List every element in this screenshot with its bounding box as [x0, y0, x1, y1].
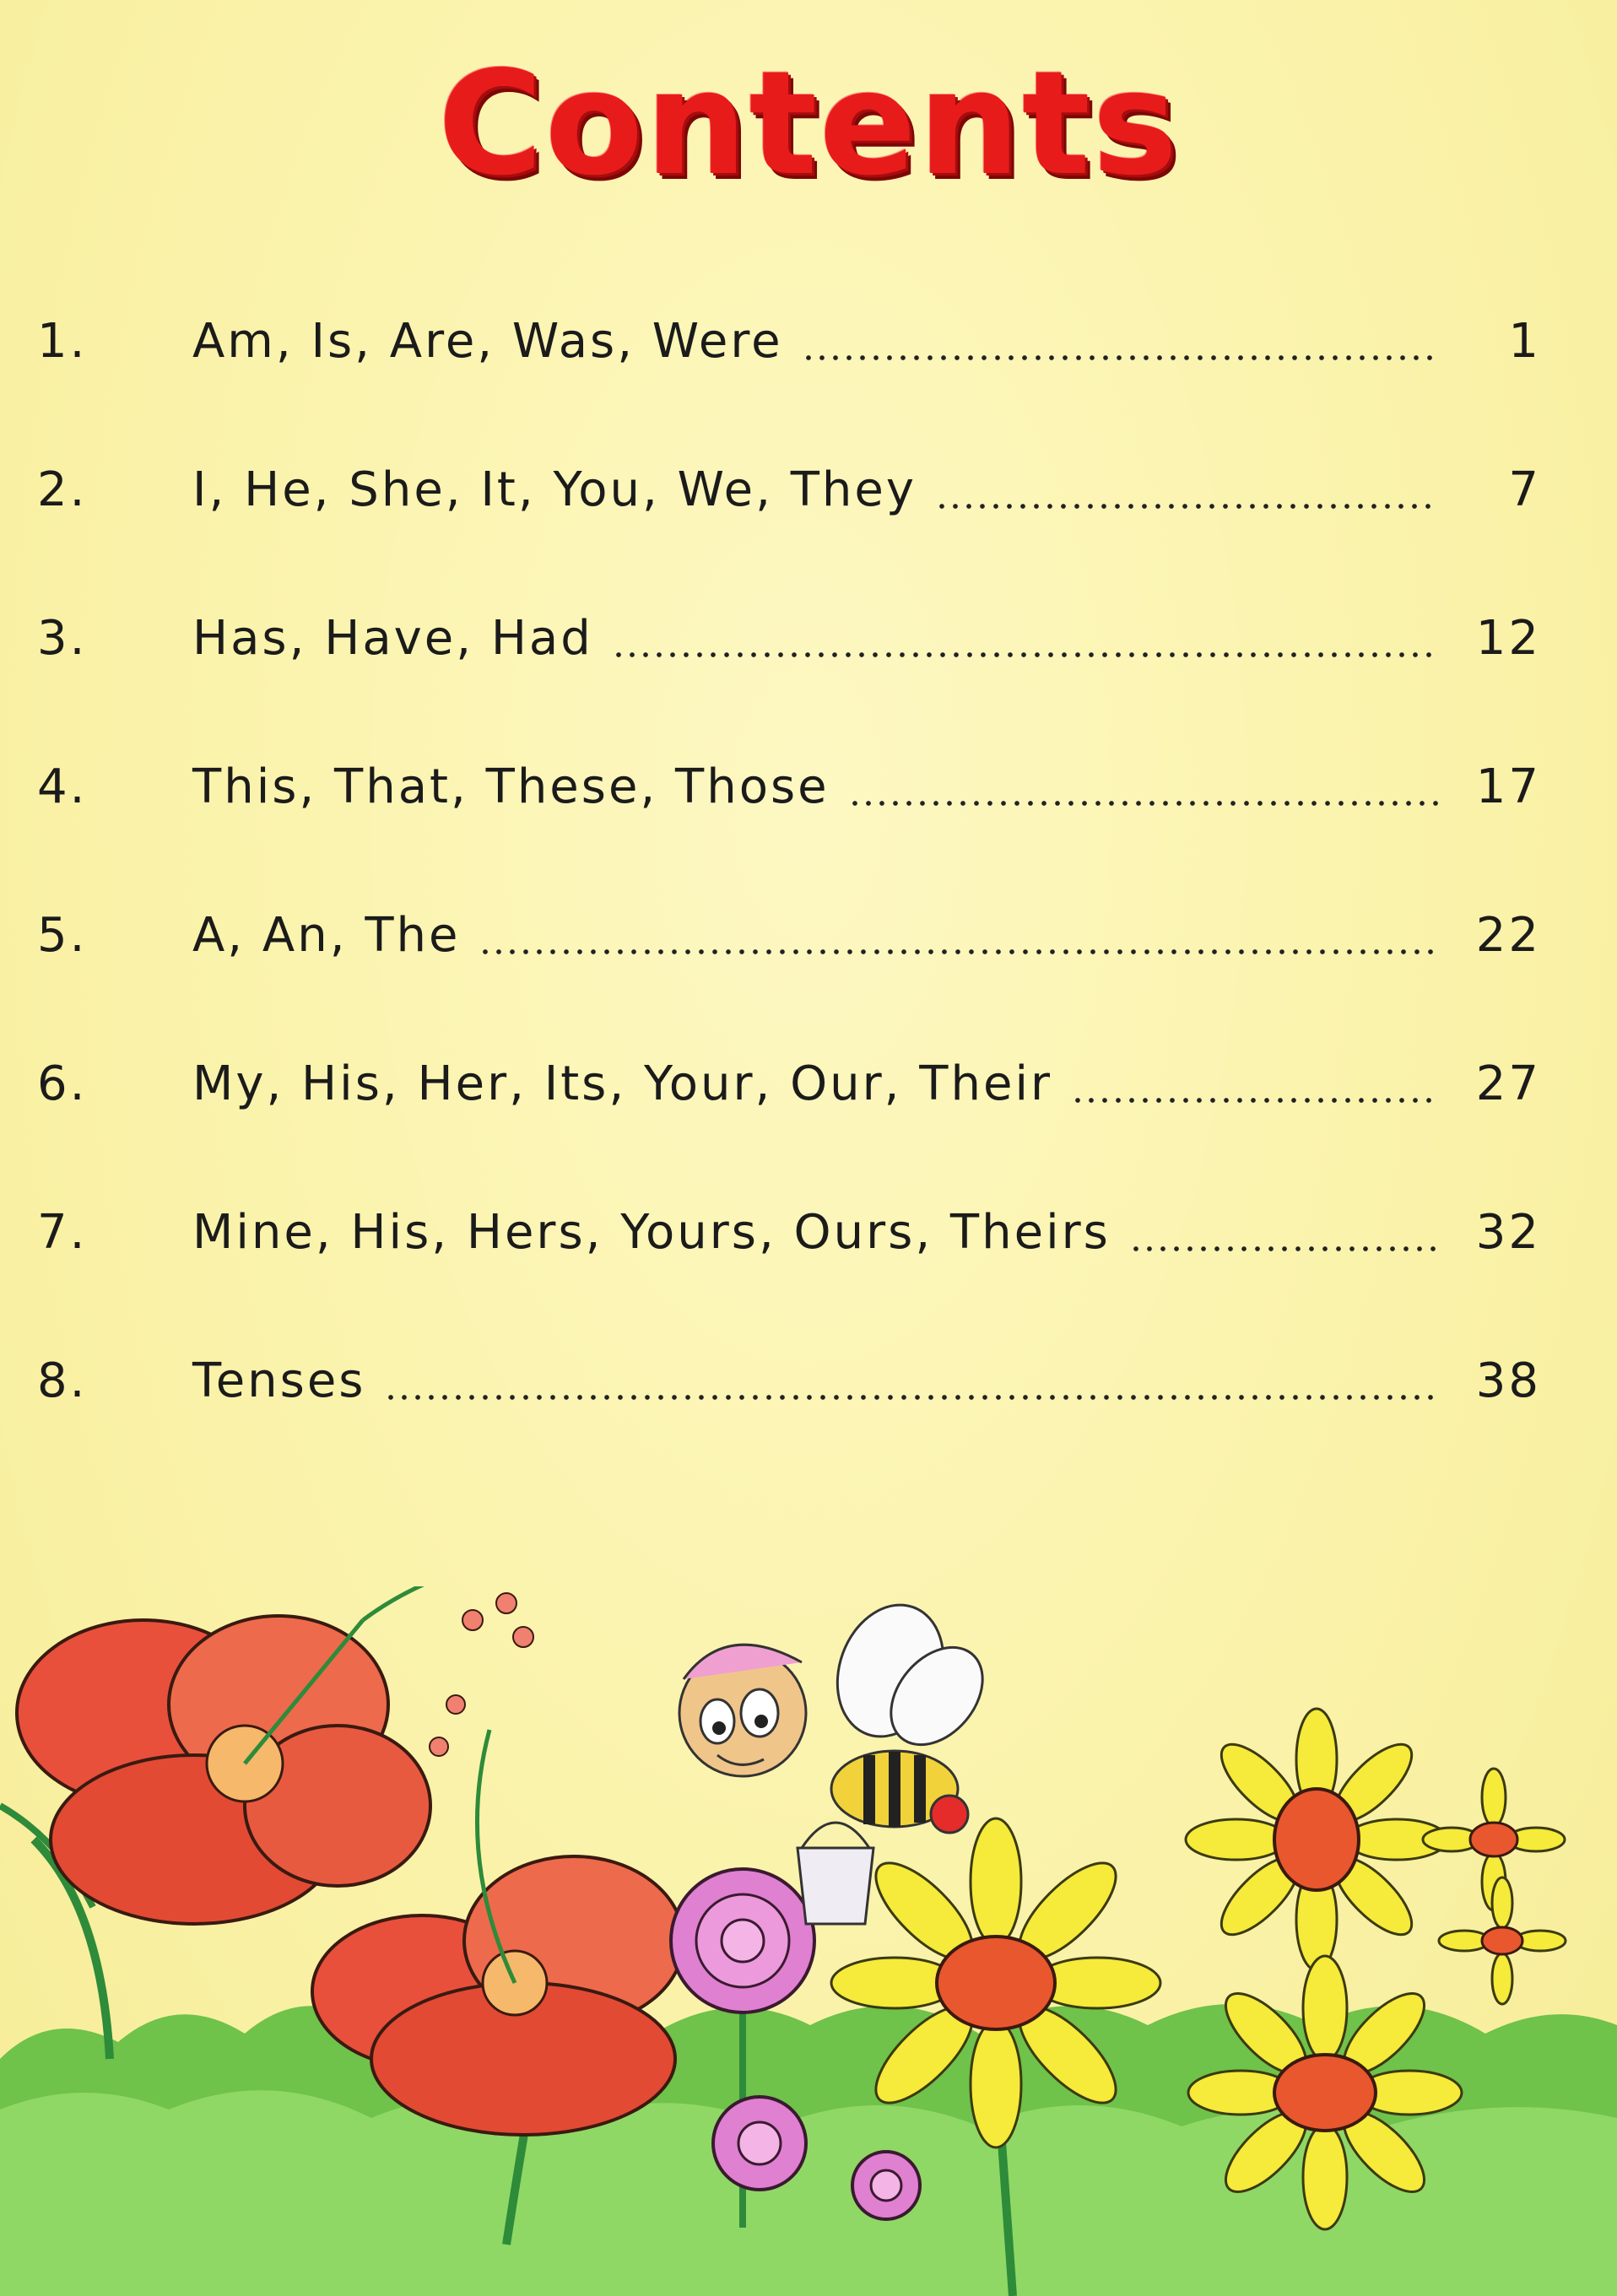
toc-item-page: 7 [1508, 462, 1541, 517]
toc-item-5[interactable] [0, 898, 1617, 974]
toc-item-number: 8. [37, 1353, 88, 1408]
toc-item-number: 5. [37, 908, 88, 963]
toc-item-number: 1. [37, 314, 88, 369]
toc-item-page: 22 [1475, 908, 1541, 963]
page-title: Contents [437, 41, 1180, 208]
dot-leader [848, 800, 1438, 807]
dot-leader [384, 1394, 1438, 1401]
toc-item-number: 7. [37, 1205, 88, 1260]
toc-item-page: 1 [1508, 314, 1541, 369]
toc-item-title: A, An, The [192, 908, 461, 963]
toc-item-number: 3. [37, 611, 88, 666]
toc-item-8[interactable] [0, 1343, 1617, 1419]
toc-item-page: 32 [1475, 1205, 1541, 1260]
toc-item-7[interactable] [0, 1195, 1617, 1271]
toc-item-title: Am, Is, Are, Was, Were [192, 314, 783, 369]
toc-item-title: Has, Have, Had [192, 611, 593, 666]
toc-item-number: 2. [37, 462, 88, 517]
toc-item-page: 27 [1475, 1056, 1541, 1111]
toc-item-6[interactable] [0, 1046, 1617, 1122]
toc-item-page: 17 [1475, 759, 1541, 814]
dot-leader [479, 948, 1438, 955]
toc-item-page: 38 [1475, 1353, 1541, 1408]
dot-leader [612, 651, 1438, 658]
toc-item-page: 12 [1475, 611, 1541, 666]
toc-item-1[interactable] [0, 304, 1617, 380]
toc-item-title: Tenses [192, 1353, 366, 1408]
bee-icon [679, 1590, 1001, 1833]
dot-leader [1129, 1245, 1438, 1252]
toc-item-number: 6. [37, 1056, 88, 1111]
dot-leader [935, 503, 1438, 510]
toc-item-title: My, His, Her, Its, Your, Our, Their [192, 1056, 1053, 1111]
toc-item-title: This, That, These, Those [192, 759, 830, 814]
bucket-icon [798, 1823, 873, 1924]
toc-item-4[interactable] [0, 749, 1617, 825]
dot-leader [1071, 1097, 1438, 1104]
toc-item-number: 4. [37, 759, 88, 814]
toc-item-3[interactable] [0, 601, 1617, 677]
toc-item-title: Mine, His, Hers, Yours, Ours, Theirs [192, 1205, 1111, 1260]
dot-leader [802, 354, 1438, 361]
toc-item-2[interactable] [0, 452, 1617, 528]
garden-illustration [0, 1586, 1617, 2296]
toc-item-title: I, He, She, It, You, We, They [192, 462, 917, 517]
